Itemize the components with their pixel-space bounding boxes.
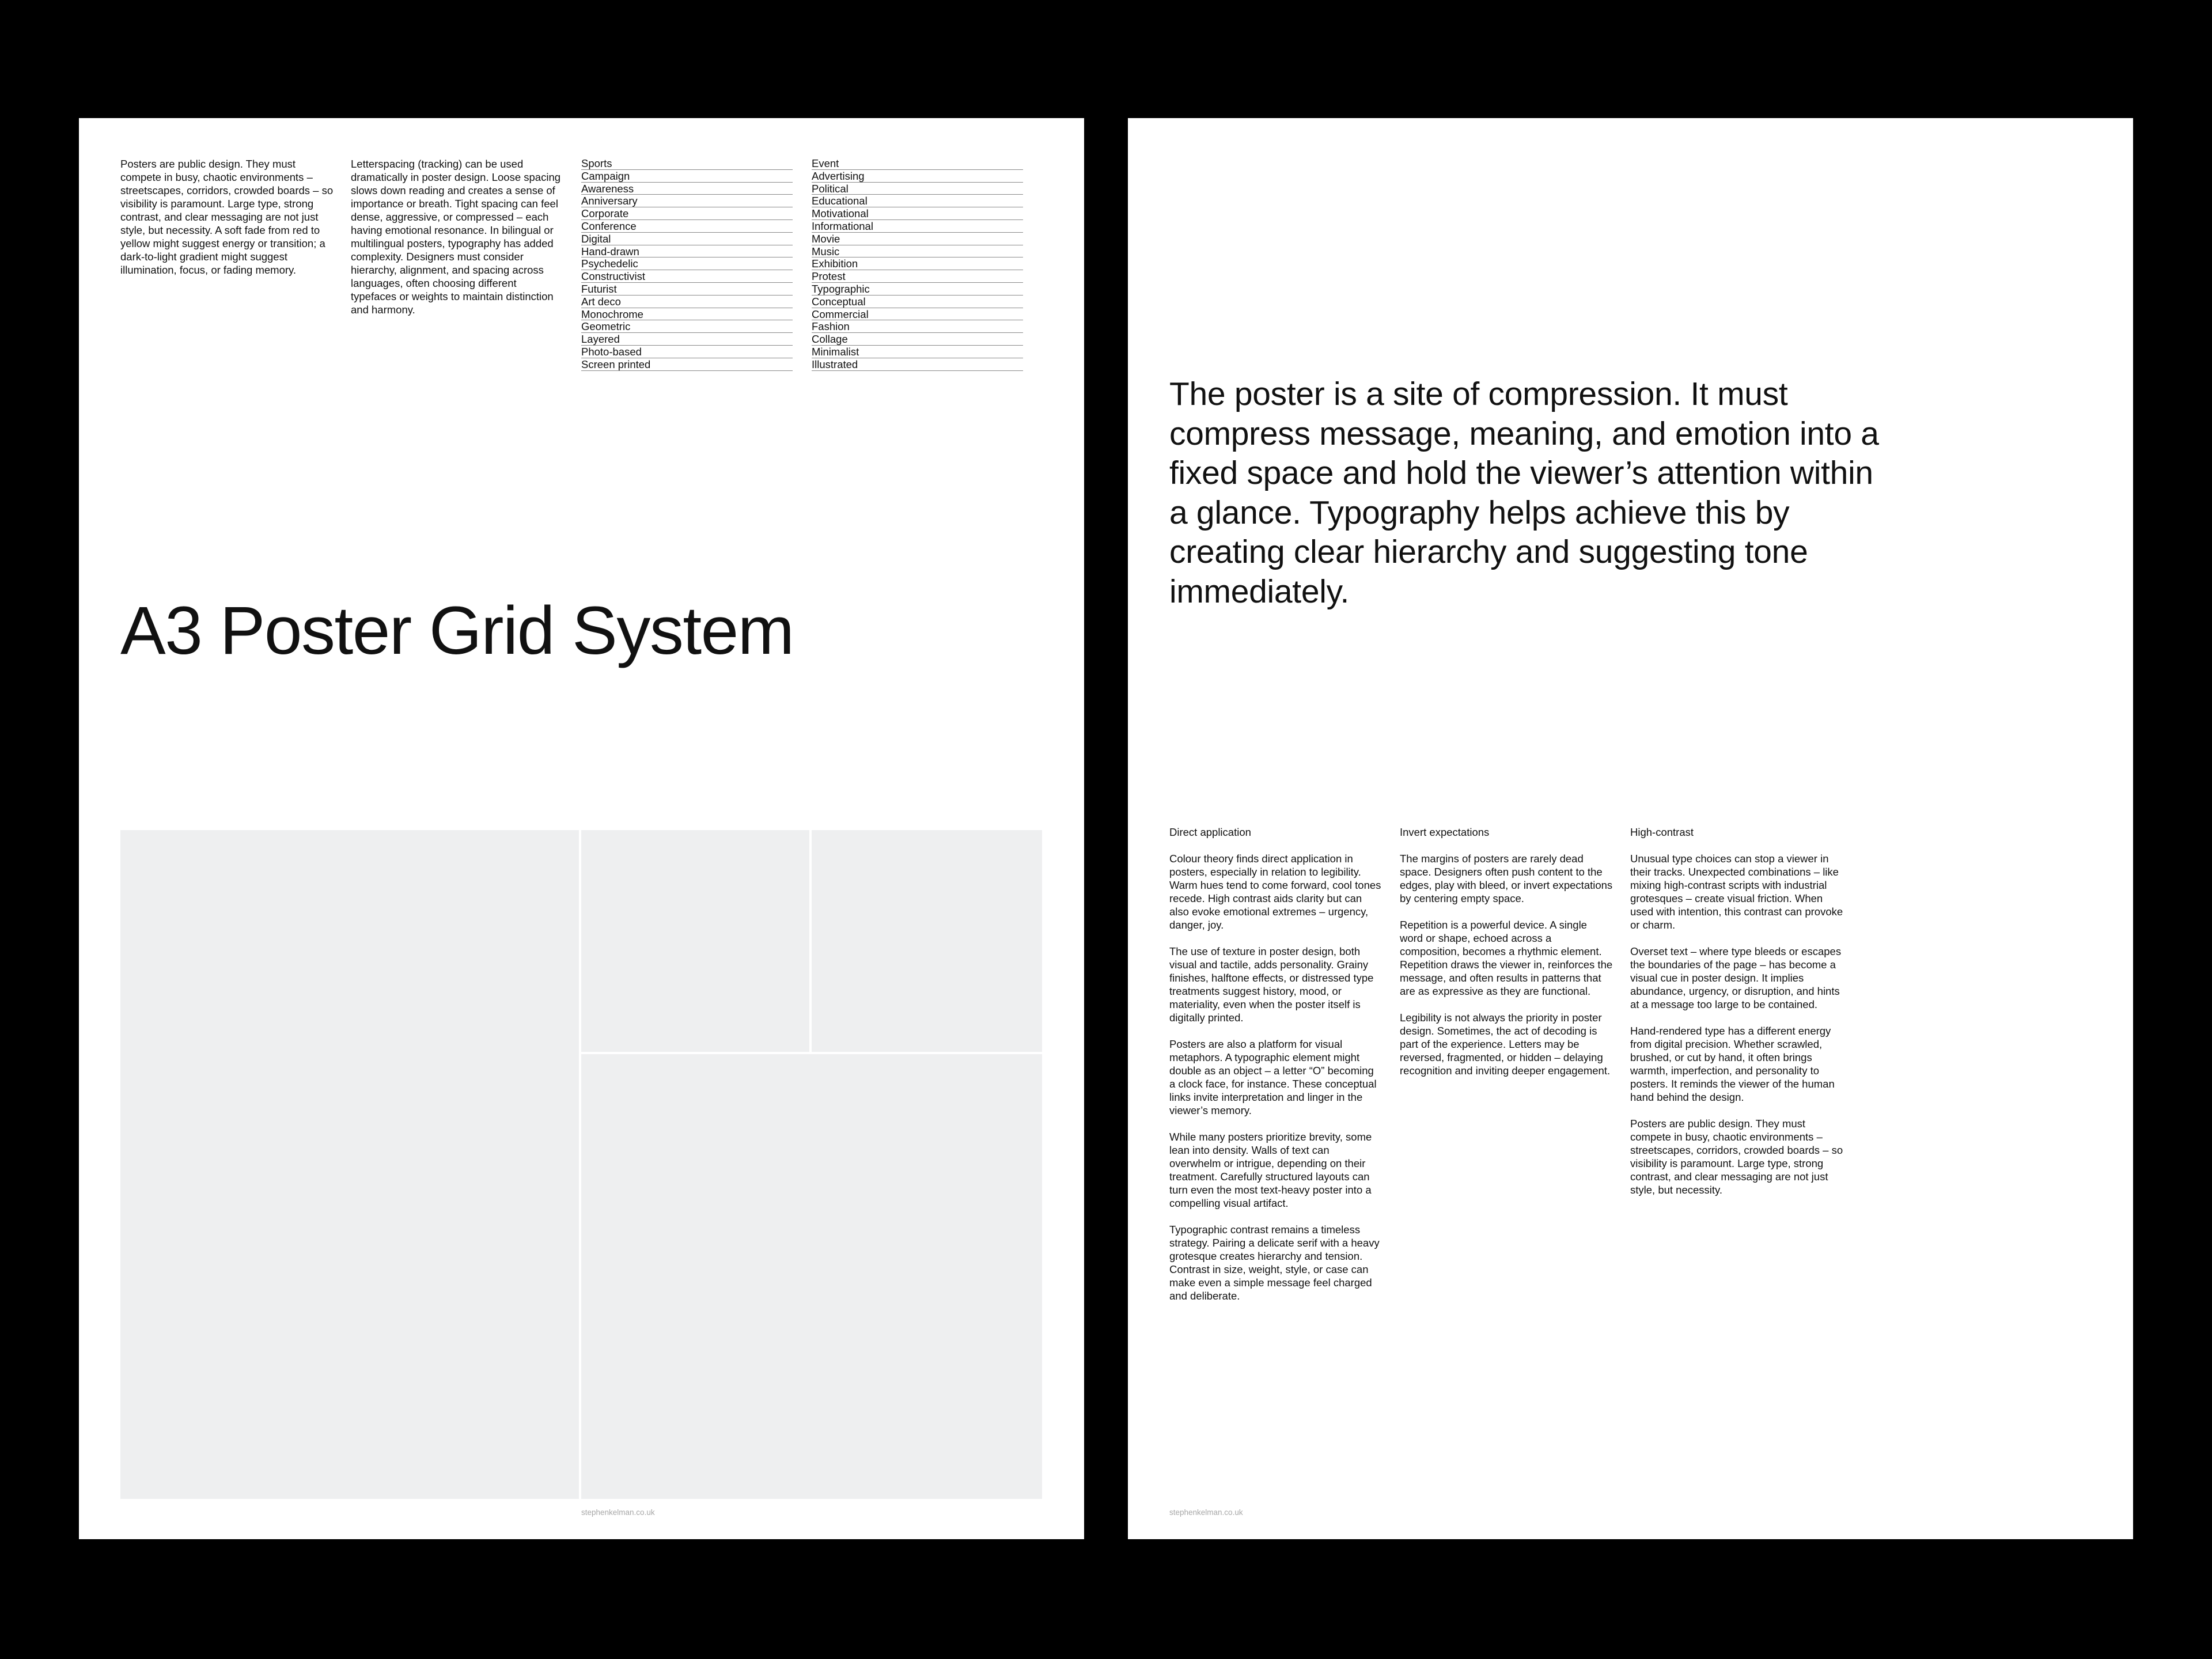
column-paragraph: While many posters prioritize brevity, some lean into density. Walls of text can overwhelm or intrigue, depending on their treatment. Carefully structured layouts can turn even the most text-heavy poster into a compelling visual artifact. (1169, 1131, 1372, 1209)
grid-placeholder-large (120, 830, 579, 1499)
intro-text-column-1: Posters are public design. They must compete in busy, chaotic environments – streetscapes, corridors, crowded boards – so visibility is paramount. Large type, strong contrast, and clear messaging are not just style, but necessity. A soft fade from red to yellow might suggest energy or transition; a dark-to-light gradient might suggest illumination, focus, or fading memory. (120, 158, 334, 276)
poster-type-item: Motivational (812, 207, 1023, 220)
column-paragraph: Posters are also a platform for visual metaphors. A typographic element might double as an object – a letter “O” becoming a clock face, for instance. These conceptual links invite interpretation and linger in the viewer’s memory. (1169, 1038, 1377, 1116)
poster-type-list-2 (812, 157, 1023, 371)
poster-type-item: Monochrome (581, 308, 793, 321)
poster-type-item: Awareness (581, 183, 793, 195)
column-paragraph: Posters are public design. They must compete in busy, chaotic environments – streetscapes, corridors, crowded boards – so visibility is paramount. Large type, strong contrast, and clear messaging are not just style, but necessity. (1630, 1118, 1843, 1196)
footer-url: stephenkelman.co.uk (581, 1508, 655, 1517)
footer-url: stephenkelman.co.uk (1169, 1508, 1243, 1517)
poster-type-item: Music (812, 245, 1023, 258)
column-paragraph: Colour theory finds direct application in posters, especially in relation to legibility. Warm hues tend to come forward, cool tones recede. High contrast aids clarity but can also evoke emotional extremes – urgency, danger, joy. (1169, 853, 1381, 931)
page-title: A3 Poster Grid System (120, 593, 794, 669)
column-paragraph: Hand-rendered type has a different energy from digital precision. Whether scrawled, brushed, or cut by hand, it often brings warmth, imperfection, and personality to posters. It reminds the viewer of the human hand behind the design. (1630, 1025, 1835, 1103)
poster-type-item: Corporate (581, 207, 793, 220)
poster-type-item: Political (812, 183, 1023, 195)
poster-type-item: Layered (581, 333, 793, 346)
poster-type-item: Art deco (581, 296, 793, 308)
poster-type-item: Minimalist (812, 346, 1023, 358)
poster-type-item: Event (812, 157, 1023, 170)
column-heading: Direct application (1169, 826, 1251, 838)
poster-type-item: Informational (812, 220, 1023, 233)
poster-type-item: Advertising (812, 170, 1023, 183)
poster-type-item: Typographic (812, 283, 1023, 296)
poster-type-list-1 (581, 157, 793, 371)
column-heading: High-contrast (1630, 826, 1694, 838)
pull-quote: The poster is a site of compression. It must compress message, meaning, and emotion into a fixed space and hold the viewer’s attention within a glance. Typography helps achieve this by creating clear hierarchy and suggesting tone immediately. (1169, 376, 1879, 610)
poster-type-item: Conceptual (812, 296, 1023, 308)
intro-text-column-2: Letterspacing (tracking) can be used dramatically in poster design. Loose spacing slows down reading and creates a sense of importance or breath. Tight spacing can feel dense, aggressive, or compressed – each having emotional resonance. In bilingual or multilingual posters, typography has added complexity. Designers must consider hierarchy, alignment, and spacing across languages, often choosing different typefaces or weights to maintain distinction and harmony. (351, 158, 561, 316)
grid-placeholder-top-left (581, 830, 809, 1052)
column-paragraph: Repetition is a powerful device. A single word or shape, echoed across a composition, becomes a rhythmic element. Repetition draws the viewer in, reinforces the message, and often results in patterns that are as expressive as they are functional. (1400, 919, 1613, 997)
poster-type-item: Protest (812, 270, 1023, 283)
poster-type-item: Sports (581, 157, 793, 170)
column-paragraph: Overset text – where type bleeds or escapes the boundaries of the page – has become a visual cue in poster design. It implies abundance, urgency, or disruption, and hints at a message too large to be contained. (1630, 945, 1842, 1010)
poster-type-item: Hand-drawn (581, 245, 793, 258)
text-column-invert-expectations (1400, 825, 1613, 1090)
right-poster-page (1128, 118, 2133, 1539)
poster-type-item: Digital (581, 233, 793, 245)
poster-type-item: Campaign (581, 170, 793, 183)
column-heading: Invert expectations (1400, 826, 1490, 838)
poster-type-item: Geometric (581, 320, 793, 333)
text-column-direct-application (1169, 825, 1382, 1316)
poster-type-item: Anniversary (581, 195, 793, 207)
column-paragraph: Typographic contrast remains a timeless strategy. Pairing a delicate serif with a heavy grotesque creates hierarchy and tension. Contrast in size, weight, style, or case can make even a simple message feel charged and deliberate. (1169, 1224, 1380, 1302)
column-paragraph: The margins of posters are rarely dead space. Designers often push content to the edges, play with bleed, or invert expectations by centering empty space. (1400, 853, 1613, 904)
column-paragraph: Unusual type choices can stop a viewer in their tracks. Unexpected combinations – like mixing high-contrast scripts with industrial grotesques – create visual friction. When used with intention, this contrast can provoke or charm. (1630, 853, 1843, 931)
poster-type-item: Fashion (812, 320, 1023, 333)
poster-type-item: Exhibition (812, 257, 1023, 270)
poster-type-item: Educational (812, 195, 1023, 207)
column-paragraph: The use of texture in poster design, both visual and tactile, adds personality. Grainy finishes, halftone effects, or distressed type treatments suggest history, mood, or materiality, even when the poster itself is digitally printed. (1169, 945, 1374, 1024)
poster-type-item: Commercial (812, 308, 1023, 321)
left-poster-page (79, 118, 1084, 1539)
poster-type-item: Psychedelic (581, 257, 793, 270)
poster-type-item: Photo-based (581, 346, 793, 358)
text-column-high-contrast (1630, 825, 1843, 1210)
poster-type-item: Conference (581, 220, 793, 233)
poster-type-item: Illustrated (812, 358, 1023, 371)
grid-placeholder-bottom (581, 1054, 1042, 1499)
poster-type-item: Constructivist (581, 270, 793, 283)
poster-type-item: Screen printed (581, 358, 793, 371)
grid-placeholder-top-right (812, 830, 1042, 1052)
column-paragraph: Legibility is not always the priority in poster design. Sometimes, the act of decoding is part of the experience. Letters may be reversed, fragmented, or hidden – delaying recognition and inviting deeper engagement. (1400, 1012, 1611, 1077)
poster-type-item: Movie (812, 233, 1023, 245)
poster-type-item: Futurist (581, 283, 793, 296)
poster-type-item: Collage (812, 333, 1023, 346)
